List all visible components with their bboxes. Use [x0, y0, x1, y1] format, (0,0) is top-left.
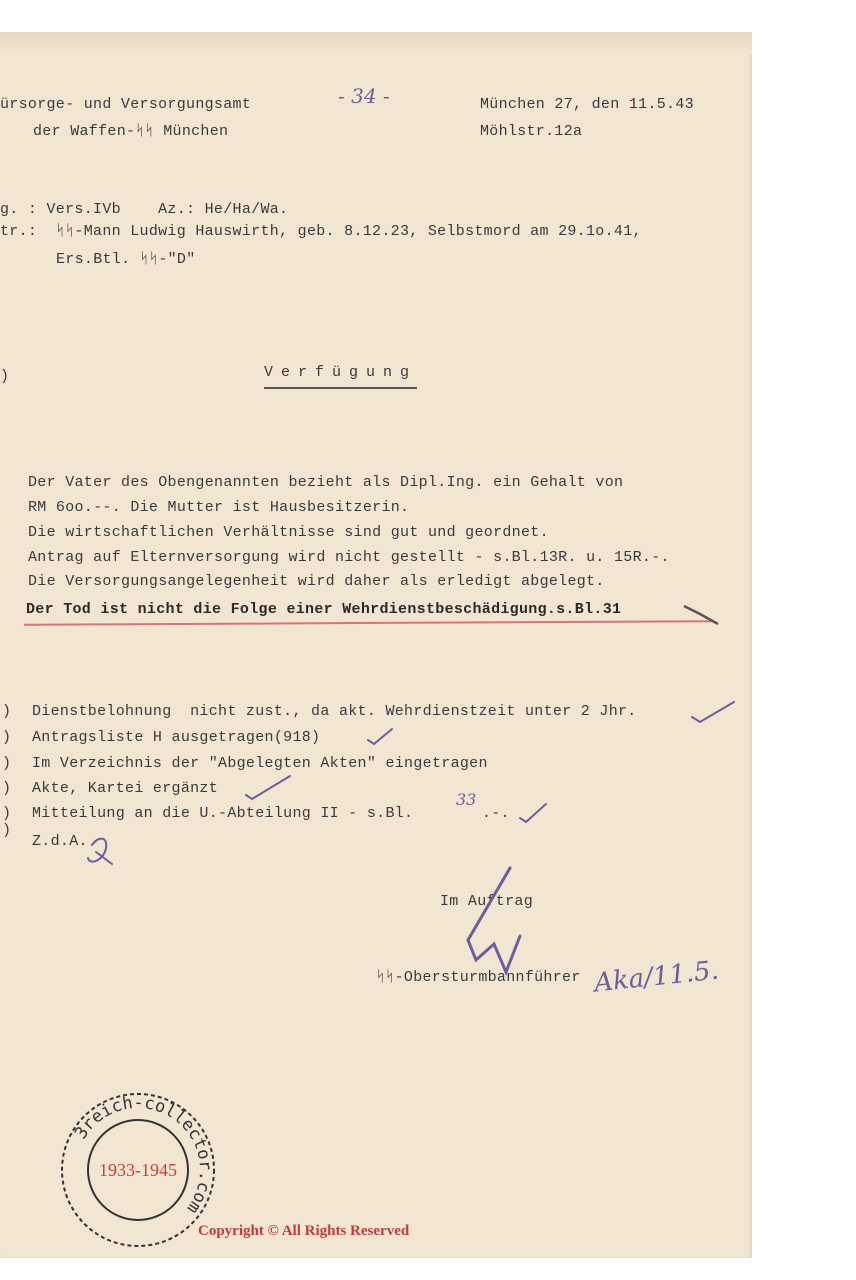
checkmark-icon	[246, 776, 290, 799]
list-mark: )	[2, 703, 12, 720]
body-line-2: RM 6oo.--. Die Mutter ist Hausbesitzerin.	[28, 499, 410, 516]
body-line-6: Der Tod ist nicht die Folge einer Wehrdienstbeschädigung.s.Bl.31	[26, 601, 622, 618]
list-item-4: Akte, Kartei ergänzt	[32, 780, 219, 797]
list-mark: )	[2, 755, 12, 772]
list-item-6: Z.d.A.	[32, 833, 88, 850]
body-line-1: Der Vater des Obengenannten bezieht als Dipl.Ing. ein Gehalt von	[28, 474, 624, 491]
body-line-5: Die Versorgungsangelegenheit wird daher als erledigt abgelegt.	[28, 573, 605, 590]
pencil-tick-icon	[684, 606, 718, 624]
address: Möhlstr.12a	[480, 123, 583, 140]
list-mark: )	[2, 780, 12, 797]
stamp-center-text: 1933-1945	[99, 1160, 177, 1180]
reference-line-3: Ers.Btl. ᛋᛋ-"D"	[56, 251, 196, 268]
list-mark: )	[2, 822, 12, 839]
stamp-ring-text: 3reich-collector.com	[70, 1092, 216, 1218]
handwritten-initials: Aka/11.5.	[592, 955, 721, 999]
body-line-3: Die wirtschaftlichen Verhältnisse sind gut und geordnet.	[28, 524, 549, 541]
document-title: Verfügung	[264, 364, 417, 389]
list-mark: )	[2, 729, 12, 746]
reference-line-1: g. : Vers.IVb Az.: He/Ha/Wa.	[0, 201, 289, 218]
list-item-3: Im Verzeichnis der "Abgelegten Akten" eingetragen	[32, 755, 488, 772]
initial-scribble-icon	[88, 839, 112, 864]
checkmark-icon	[368, 729, 392, 744]
list-item-5-suffix: .-.	[482, 805, 510, 822]
title-margin-mark: )	[0, 368, 10, 385]
collector-stamp	[58, 1090, 218, 1250]
checkmark-icon	[692, 702, 734, 722]
place-date: München 27, den 11.5.43	[480, 96, 694, 113]
list-mark: )	[2, 805, 12, 822]
handwritten-sheet-number: 33	[456, 790, 477, 809]
office-line-1: ürsorge- und Versorgungsamt	[0, 96, 252, 113]
page-number: - 34 -	[338, 84, 390, 108]
list-item-1: Dienstbelohnung nicht zust., da akt. Wehrdienstzeit unter 2 Jhr.	[32, 703, 637, 720]
list-item-5: Mitteilung an die U.-Abteilung II - s.Bl.	[32, 805, 414, 822]
list-item-2: Antragsliste H ausgetragen(918)	[32, 729, 321, 746]
rank-title: ᛋᛋ-Obersturmbannführer	[376, 969, 581, 986]
checkmark-icon	[520, 804, 546, 822]
im-auftrag: Im Auftrag	[440, 893, 534, 910]
reference-line-2: tr.: ᛋᛋ-Mann Ludwig Hauswirth, geb. 8.12.23, Selbstmord am 29.1o.41,	[0, 223, 642, 240]
signature-stroke-icon	[468, 868, 520, 972]
copyright-notice: Copyright © All Rights Reserved	[198, 1223, 410, 1239]
office-line-2: der Waffen-ᛋᛋ München	[33, 123, 229, 140]
body-line-4: Antrag auf Elternversorgung wird nicht gestellt - s.Bl.13R. u. 15R.-.	[28, 549, 670, 566]
